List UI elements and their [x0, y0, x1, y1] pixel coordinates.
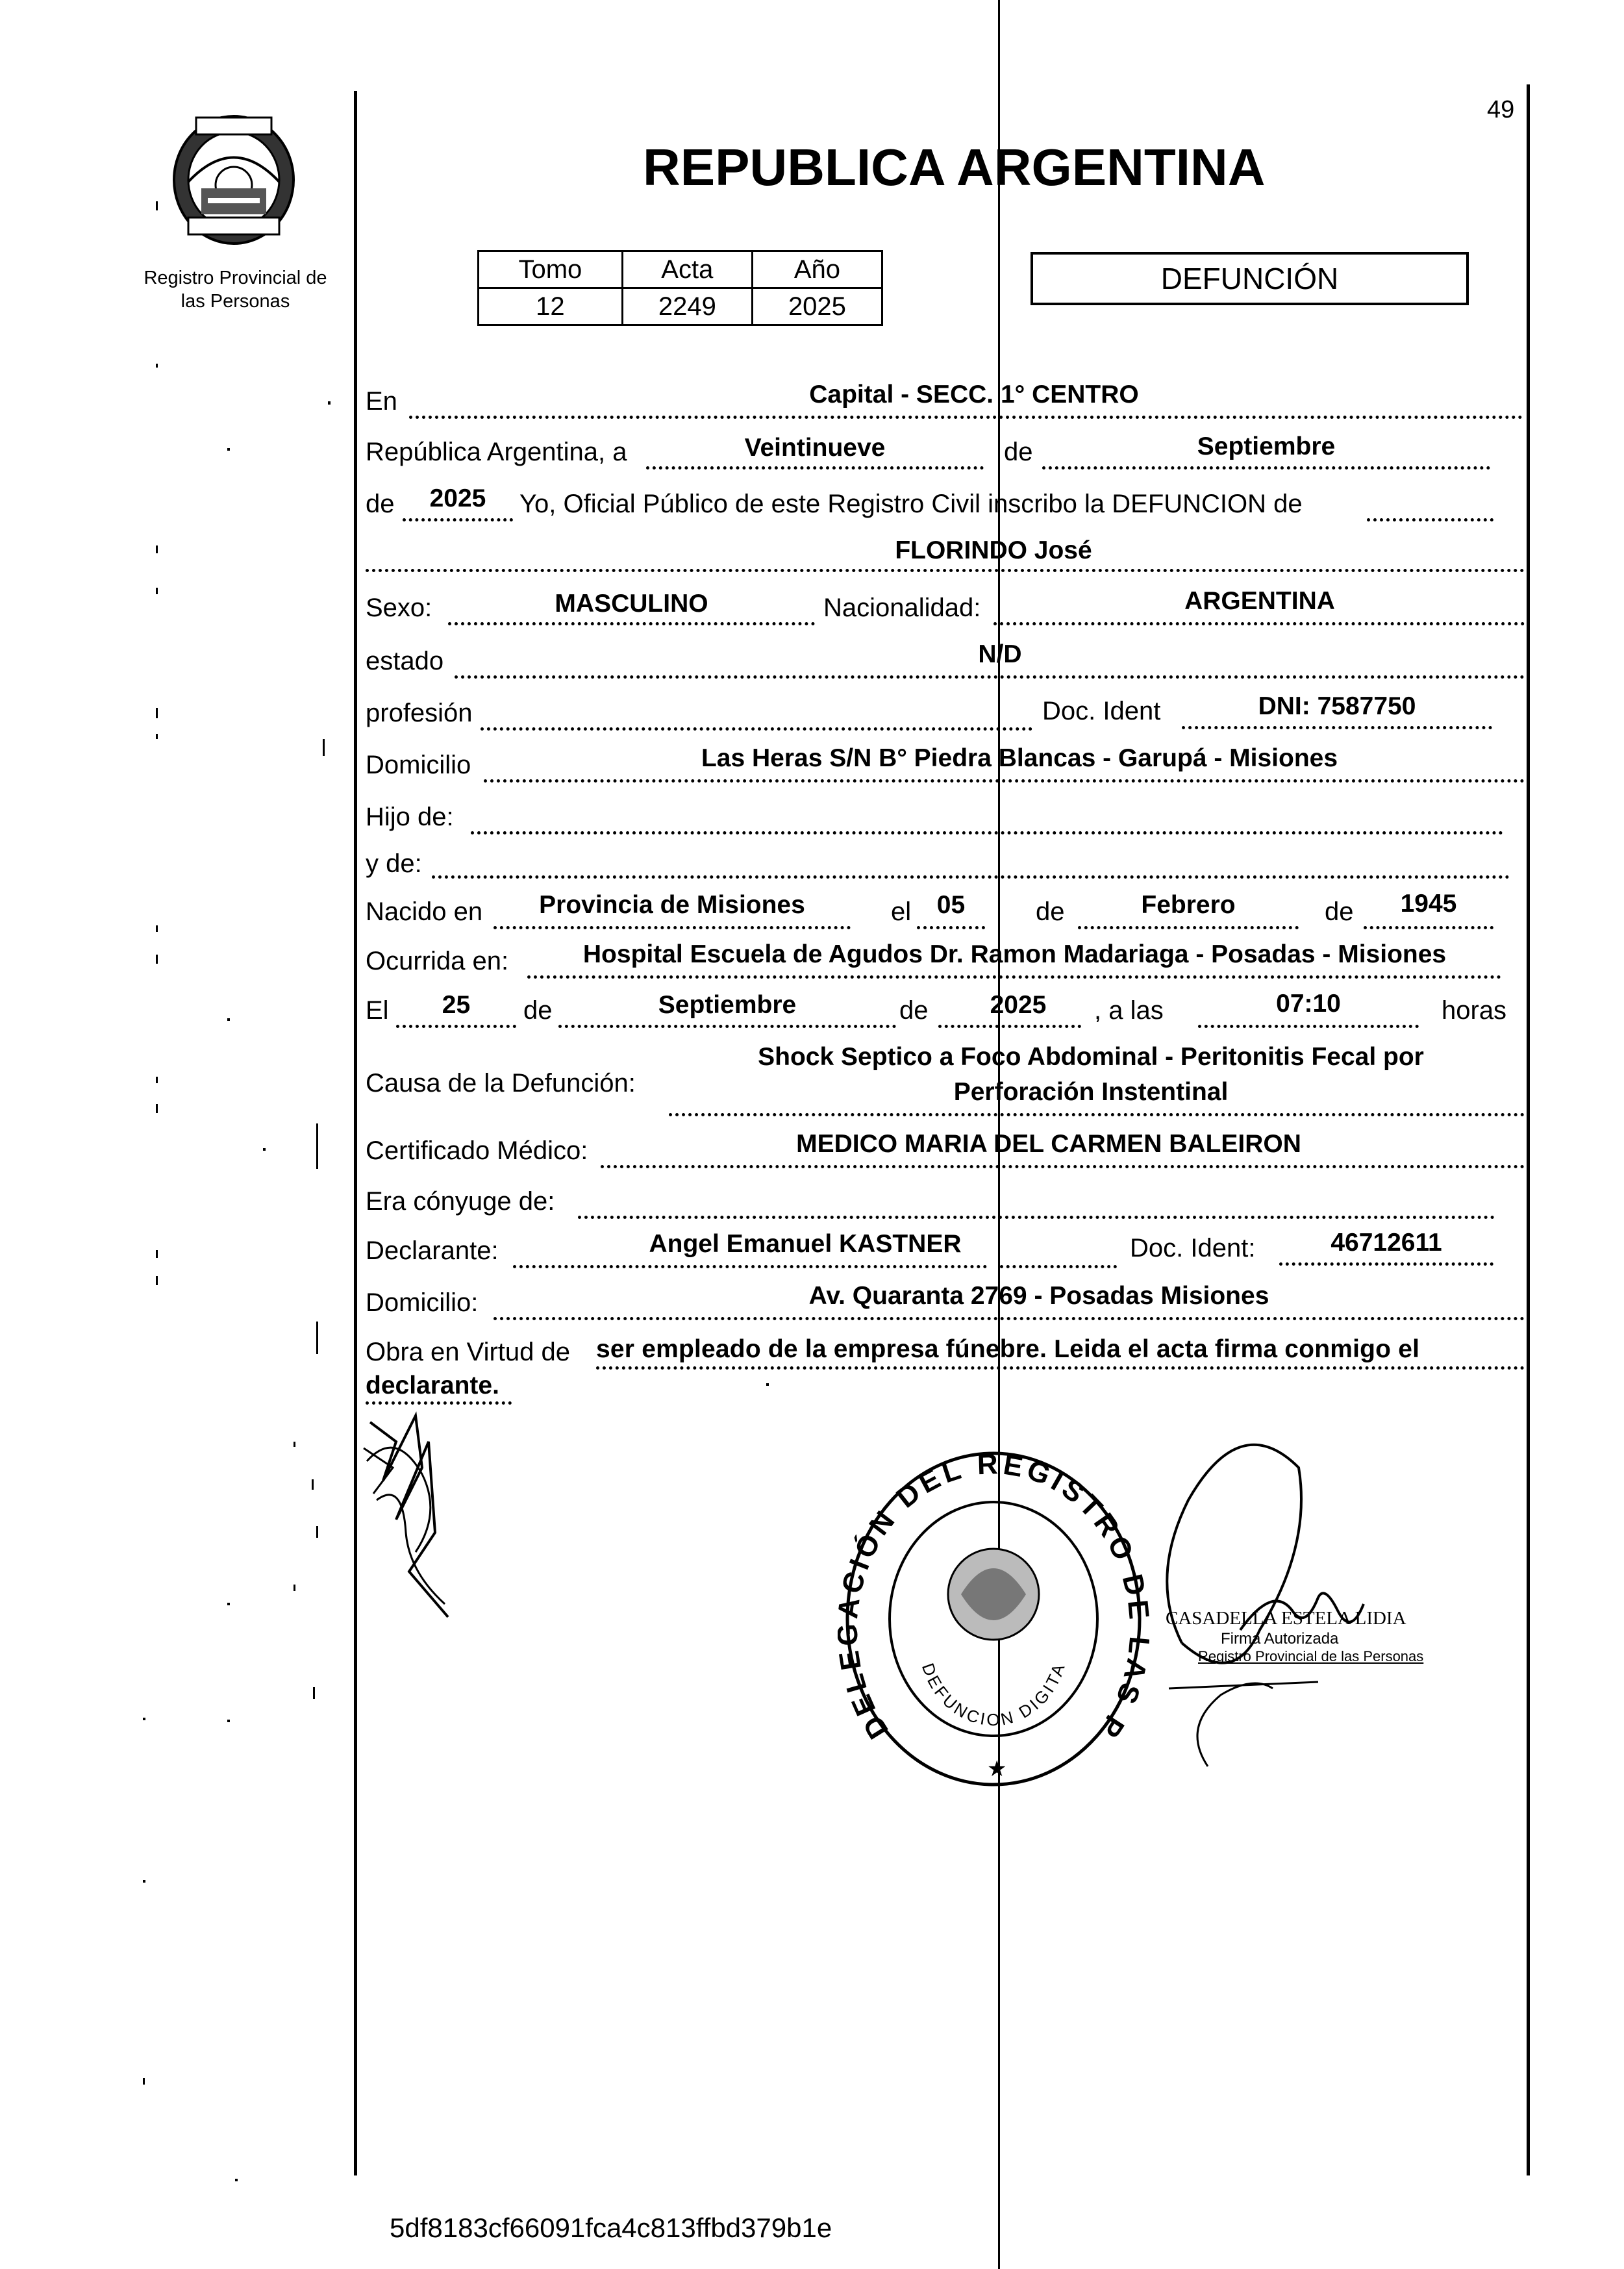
birth-day-dots — [917, 926, 985, 929]
death-month-dots — [558, 1025, 896, 1028]
doc-value: DNI: 7587750 — [1258, 692, 1416, 720]
birth-year-dots — [1364, 926, 1493, 929]
de-label-5: de — [523, 996, 553, 1025]
margin-mark — [143, 1880, 145, 1883]
declarante-doc: 46712611 — [1330, 1229, 1442, 1257]
sexo-dots — [448, 622, 815, 625]
margin-mark — [156, 364, 158, 368]
declarante-dots — [513, 1265, 987, 1268]
declarante-value: Angel Emanuel KASTNER — [649, 1230, 962, 1258]
record-table — [477, 250, 883, 326]
stamp-ring-text: DEL CIÓN DEL REGISTRO D AS P — [838, 1448, 1149, 1746]
declarante-label: Declarante: — [366, 1236, 499, 1265]
horas-label: horas — [1442, 996, 1507, 1025]
left-margin-line — [354, 91, 357, 2175]
conyuge-dots — [578, 1216, 1495, 1219]
domicilio-value-2: Av. Quaranta 2769 - Posadas Misiones — [808, 1282, 1269, 1310]
margin-mark — [143, 1718, 145, 1720]
nacionalidad-value: ARGENTINA — [1184, 587, 1335, 615]
margin-mark — [156, 708, 158, 718]
record-type-label: DEFUNCIÓN — [1160, 262, 1339, 295]
causa-dots — [669, 1113, 1525, 1116]
nacionalidad-label: Nacionalidad: — [823, 594, 981, 622]
domicilio-dots-2 — [493, 1317, 1525, 1320]
profesion-label: profesión — [366, 699, 473, 727]
de-label-3: de — [1036, 897, 1065, 926]
margin-mark — [323, 739, 325, 756]
ocurrida-label: Ocurrida en: — [366, 947, 509, 975]
domicilio-value: Las Heras S/N B° Piedra Blancas - Garupá - Misiones — [701, 744, 1338, 772]
de-label-4: de — [1325, 897, 1354, 926]
en-dots — [409, 416, 1523, 419]
hijo-label: Hijo de: — [366, 803, 454, 831]
el-label: el — [891, 897, 912, 926]
year-dots — [403, 518, 513, 521]
margin-mark — [156, 1077, 158, 1083]
causa-value-line1: Shock Septico a Foco Abdominal - Peritonitis Fecal por — [758, 1043, 1424, 1071]
nacionalidad-dots — [993, 622, 1525, 625]
svg-text:★: ★ — [987, 1756, 1007, 1782]
month-value: Septiembre — [1197, 432, 1336, 460]
margin-mark — [143, 2078, 145, 2085]
death-day: 25 — [442, 991, 471, 1019]
birth-day: 05 — [936, 891, 966, 919]
table-header-acta: Acta — [622, 251, 752, 288]
causa-value-line2: Perforación Instentinal — [953, 1078, 1229, 1106]
margin-mark — [227, 1018, 230, 1021]
death-time: 07:10 — [1276, 990, 1341, 1018]
month-dots — [1042, 466, 1490, 470]
republica-label: República Argentina, a — [366, 438, 627, 466]
table-header-tomo: Tomo — [479, 251, 623, 288]
margin-mark — [328, 401, 331, 405]
certificado-dots — [601, 1165, 1525, 1168]
doc-label-2: Doc. Ident: — [1130, 1234, 1256, 1262]
de-label-6: de — [899, 996, 929, 1025]
y-dots — [432, 875, 1510, 879]
right-margin-line — [1527, 84, 1530, 2175]
death-year: 2025 — [990, 991, 1047, 1019]
day-value: Veintinueve — [744, 434, 886, 462]
de-label-2: de — [366, 490, 395, 518]
document-hash: 5df8183cf66091fca4c813ffbd379b1e — [390, 2213, 832, 2243]
declarante-dots-2 — [1000, 1265, 1117, 1268]
signatory-role: Firma Autorizada — [1221, 1630, 1339, 1648]
conyuge-label: Era cónyuge de: — [366, 1187, 555, 1216]
margin-mark — [294, 1442, 295, 1447]
estado-dots — [455, 675, 1525, 679]
certificado-value: MEDICO MARIA DEL CARMEN BALEIRON — [796, 1130, 1301, 1158]
margin-mark — [156, 955, 158, 964]
stamp-inner-text: DEFUNCION DIGITA — [918, 1659, 1069, 1730]
name-dots — [366, 569, 1525, 572]
margin-mark — [316, 1322, 318, 1354]
death-month: Septiembre — [658, 991, 797, 1019]
ocurrida-value: Hospital Escuela de Agudos Dr. Ramon Madariaga - Posadas - Misiones — [582, 940, 1447, 968]
margin-mark — [156, 925, 158, 932]
doc-label: Doc. Ident — [1042, 697, 1161, 725]
day-dots — [646, 466, 984, 470]
obra-value-line1: ser empleado de la empresa fúnebre. Leida el acta firma conmigo el — [596, 1335, 1420, 1363]
signatory-name: CASADELLA ESTELA LIDIA — [1166, 1608, 1406, 1629]
margin-mark — [316, 1526, 318, 1538]
birth-month-dots — [1078, 926, 1299, 929]
table-value-tomo: 12 — [479, 288, 623, 325]
margin-mark — [227, 1603, 230, 1605]
nacido-dots — [493, 926, 851, 929]
causa-label: Causa de la Defunción: — [366, 1069, 636, 1097]
doc-dots — [1182, 726, 1492, 729]
de-label: de — [1004, 438, 1033, 466]
page-number: 49 — [1487, 96, 1515, 123]
yo-text: Yo, Oficial Público de este Registro Civil inscribo la DEFUNCION de — [519, 490, 1303, 518]
page-title: REPUBLICA ARGENTINA — [643, 138, 1266, 196]
declarante-doc-dots — [1279, 1262, 1493, 1266]
estado-label: estado — [366, 647, 444, 675]
domicilio-label: Domicilio — [366, 751, 471, 779]
registry-name-line2: las Personas — [181, 291, 290, 312]
margin-mark — [156, 201, 158, 210]
deceased-name: FLORINDO José — [895, 536, 1092, 564]
margin-mark — [312, 1479, 314, 1490]
margin-mark — [227, 448, 230, 451]
registry-name-line1: Registro Provincial de — [144, 268, 327, 288]
a-las-label: , a las — [1094, 996, 1164, 1025]
margin-mark — [313, 1687, 315, 1699]
declarant-signature — [357, 1403, 468, 1623]
birth-month: Febrero — [1141, 891, 1236, 919]
margin-mark — [156, 1276, 158, 1285]
ocurrida-dots — [527, 975, 1501, 979]
en-label: En — [366, 387, 397, 416]
province-logo — [162, 107, 305, 250]
nacido-label: Nacido en — [366, 897, 483, 926]
margin-mark — [294, 1585, 295, 1591]
record-type-box — [1031, 252, 1469, 305]
table-header-anio: Año — [752, 251, 882, 288]
margin-mark — [227, 1720, 230, 1722]
margin-mark — [263, 1148, 266, 1151]
table-value-acta: 2249 — [622, 288, 752, 325]
margin-mark — [156, 734, 158, 739]
estado-value: N/D — [978, 640, 1022, 668]
domicilio-dots — [484, 779, 1525, 783]
official-stamp — [838, 1445, 1149, 1796]
margin-mark — [156, 1104, 158, 1113]
sexo-label: Sexo: — [366, 594, 432, 622]
y-label: y de: — [366, 849, 422, 878]
death-time-dots — [1198, 1025, 1419, 1028]
margin-mark — [156, 545, 158, 553]
margin-mark — [156, 1250, 158, 1258]
hijo-dots — [471, 831, 1503, 834]
obra-label: Obra en Virtud de — [366, 1338, 571, 1366]
year-value: 2025 — [429, 484, 486, 512]
margin-mark — [156, 588, 158, 594]
profesion-dots — [481, 727, 1032, 731]
nacido-value: Provincia de Misiones — [539, 891, 805, 919]
certificado-label: Certificado Médico: — [366, 1136, 588, 1165]
el-label-2: El — [366, 996, 389, 1025]
death-year-dots — [938, 1025, 1081, 1028]
birth-year: 1945 — [1400, 890, 1457, 918]
en-value: Capital - SECC. 1° CENTRO — [809, 381, 1139, 408]
margin-mark — [766, 1383, 769, 1386]
table-value-anio: 2025 — [752, 288, 882, 325]
sexo-value: MASCULINO — [555, 590, 708, 618]
obra-value-line2: declarante. — [366, 1372, 499, 1399]
death-day-dots — [396, 1025, 516, 1028]
signatory-office: Registro Provincial de las Personas — [1198, 1648, 1424, 1664]
yo-dots — [1367, 518, 1493, 521]
margin-mark — [235, 2179, 238, 2181]
obra-dots — [596, 1366, 1525, 1370]
margin-mark — [316, 1123, 318, 1169]
domicilio-label-2: Domicilio: — [366, 1288, 479, 1317]
